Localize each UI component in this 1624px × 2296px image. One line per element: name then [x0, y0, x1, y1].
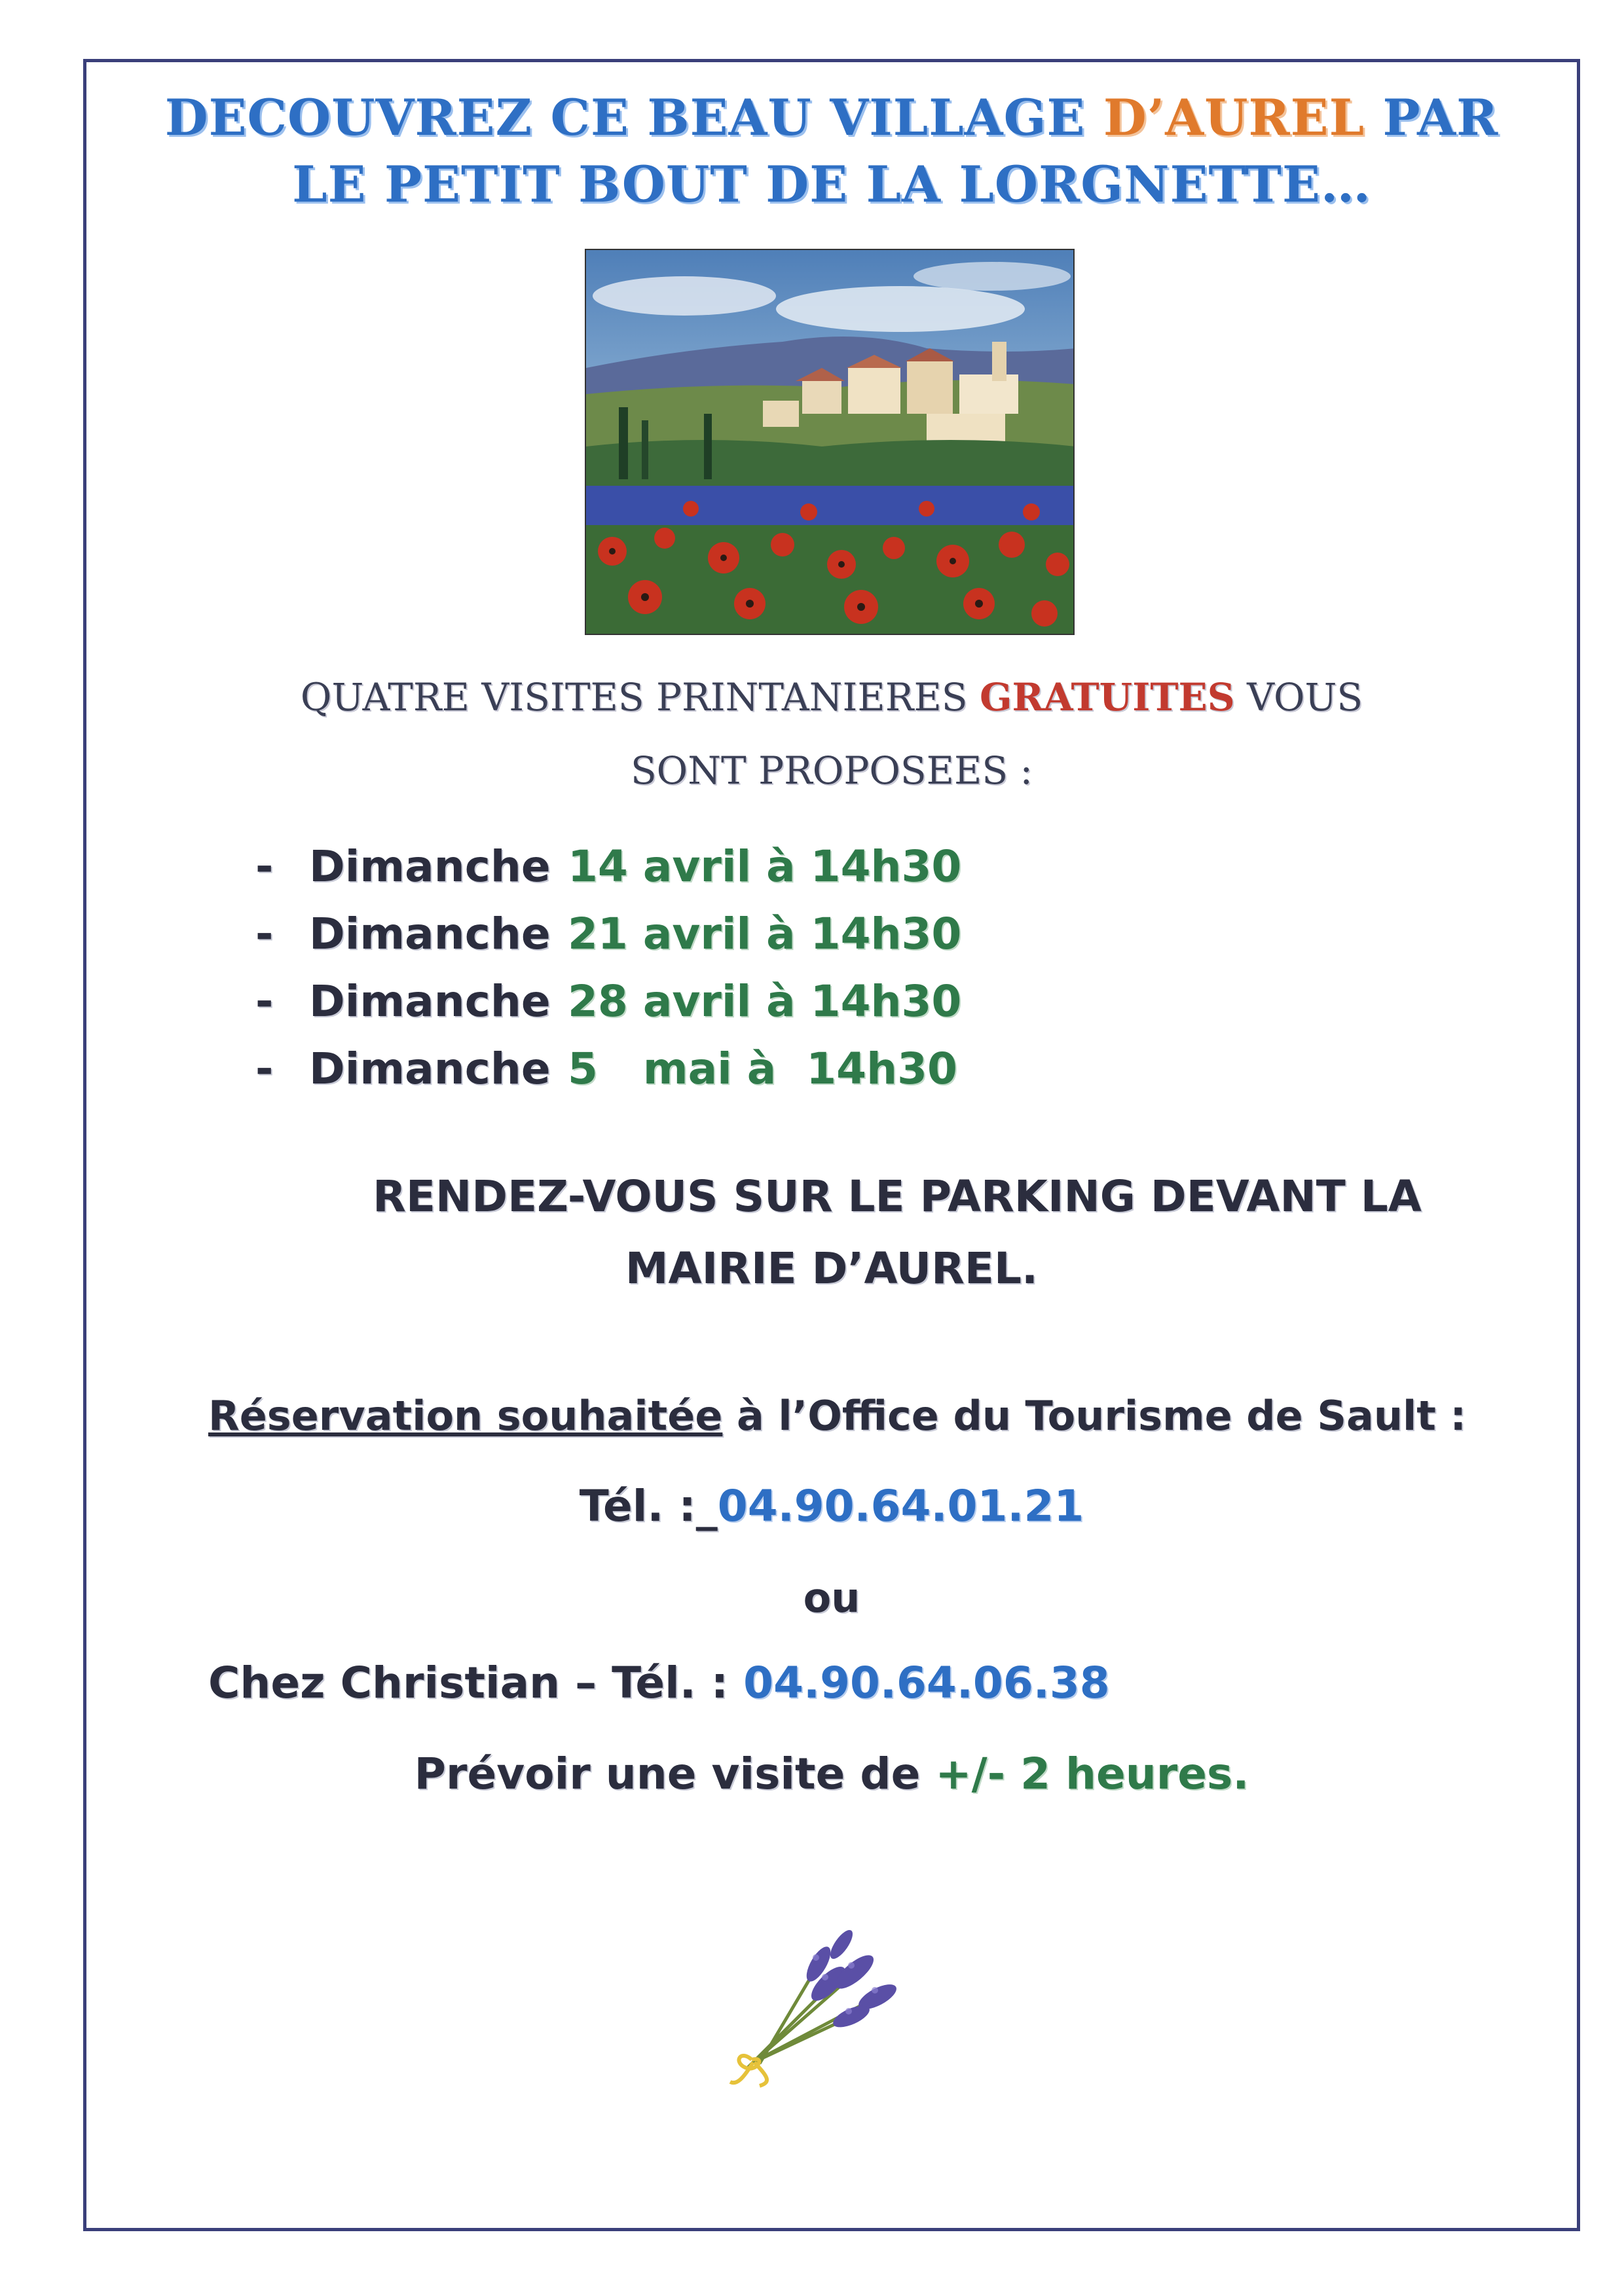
list-item: - Dimanche 5 mai à 14h30 [255, 1044, 957, 1094]
meeting-point-line-2: MAIRIE D’AUREL. [625, 1243, 1039, 1294]
free-label: GRATUITES [979, 675, 1235, 720]
duration-value: +/- 2 heures. [935, 1749, 1249, 1799]
office-phone-number: 04.90.64.01.21 [717, 1481, 1084, 1531]
title-line-2: LE PETIT BOUT DE LA LORGNETTE… [292, 155, 1371, 213]
title-village-name: D’AUREL [1103, 88, 1365, 147]
office-phone-line: Tél. :_04.90.64.01.21 [579, 1481, 1084, 1531]
list-item: - Dimanche 28 avril à 14h30 [255, 976, 962, 1027]
subheading-line-2: SONT PROPOSEES : [630, 748, 1033, 793]
subheading-line-1: QUATRE VISITES PRINTANIERES GRATUITES VOUS [300, 675, 1363, 720]
village-painting [585, 249, 1075, 635]
reservation-label: Réservation souhaitée [208, 1392, 723, 1440]
duration-line: Prévoir une visite de +/- 2 heures. [414, 1749, 1249, 1799]
list-item: - Dimanche 21 avril à 14h30 [255, 909, 962, 959]
or-text: ou [803, 1574, 860, 1622]
meeting-point-line-1: RENDEZ-VOUS SUR LE PARKING DEVANT LA [373, 1171, 1422, 1222]
alt-phone-number: 04.90.64.06.38 [743, 1658, 1110, 1708]
list-item: - Dimanche 14 avril à 14h30 [255, 841, 962, 892]
alt-phone-line: Chez Christian – Tél. : 04.90.64.06.38 [208, 1658, 1110, 1708]
visit-dates-list [255, 833, 961, 1102]
reservation-line: Réservation souhaitée à l’Office du Tourisme de Sault : [208, 1392, 1467, 1440]
title-line-1: DECOUVREZ CE BEAU VILLAGE D’AUREL PAR [164, 88, 1499, 147]
lavender-bouquet-icon [720, 1925, 930, 2095]
